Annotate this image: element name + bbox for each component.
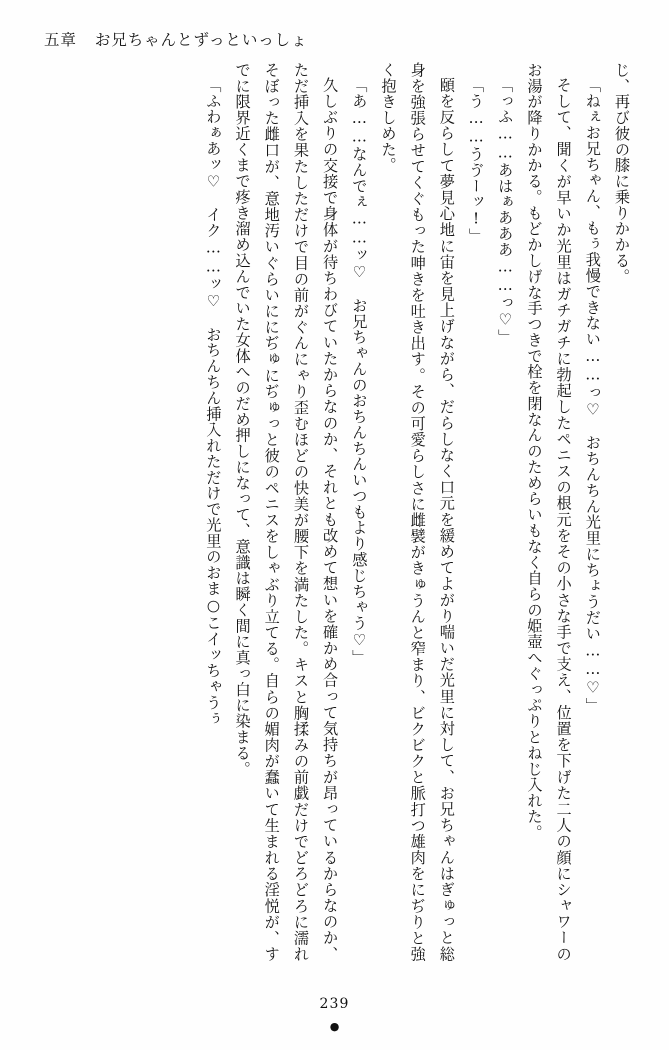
paragraph: 「う……うゔーッ!」 [467, 77, 486, 245]
page-body-vertical-text [36, 62, 636, 962]
chapter-number: 五章 [44, 31, 77, 49]
paragraph: 「っふ……あはぁあああ……っ♡」 [496, 77, 515, 346]
paragraph: 「ねぇお兄ちゃん、もぅ我慢できない……っ♡ おちんちん光里にちょうだい……♡」 [583, 77, 602, 714]
paragraph: 久しぶりの交接で身体が待ちわびていたからなのか、それとも改めて想いを確かめ合って気持ちが昂っているからなのか、ただ挿入を果たしただけで目の前がぐんにゃり歪むほどの快美が腰下を満たした。キスと胸揉みの前戯だけでどろどろに濡れそぼった雌口が、意地汚いぐらいににぢゅにぢゅっと彼のペニスをしゃぶり立てる。自らの媚肉が蠢いて生まれる淫悦が、すでに限界近くまで疼き溜め込んでいた女体へのだめ押しになって、意識は瞬く間に真っ白に染まる。 [233, 62, 340, 962]
paragraph: じ、再び彼の膝に乗りかかる。 [613, 62, 631, 285]
paragraph: 頤を反らして夢見心地に宙を見上げながら、だらしなく口元を緩めてよがり喘いだ光里に対して、お兄ちゃんはぎゅっと総身を強張らせてくぐもった呻きを吐き出す。その可愛らしさに雌襞がきゅうんと窄まり、ビクビクと脈打つ雄肉をにぢりと強く抱きしめた。 [379, 62, 456, 962]
paragraph: 「あ……なんでぇ……ッ♡ お兄ちゃんのおちんちんいつもより感じちゃう♡」 [350, 77, 369, 666]
page-number: 239 [319, 996, 350, 1012]
page-ornament-icon: ● [329, 1020, 340, 1033]
running-head [0, 28, 669, 50]
paragraph: そして、聞くが早いか光里はガチガチに勃起したペニスの根元をその小さな手で支え、位置を下げた二人の顔にシャワーのお湯が降りかかる。もどかしげな手つきで栓を閉なんのためらいもなく自らの姫壺へぐっぷりとねじ入れた。 [525, 62, 573, 962]
chapter-title: お兄ちゃんとずっといっしょ [94, 31, 308, 49]
paragraph: 「ふわぁあッ♡ イク……ッ♡ おちんちん挿入れただけで光里のおま○こイッちゃうぅ [204, 77, 223, 727]
